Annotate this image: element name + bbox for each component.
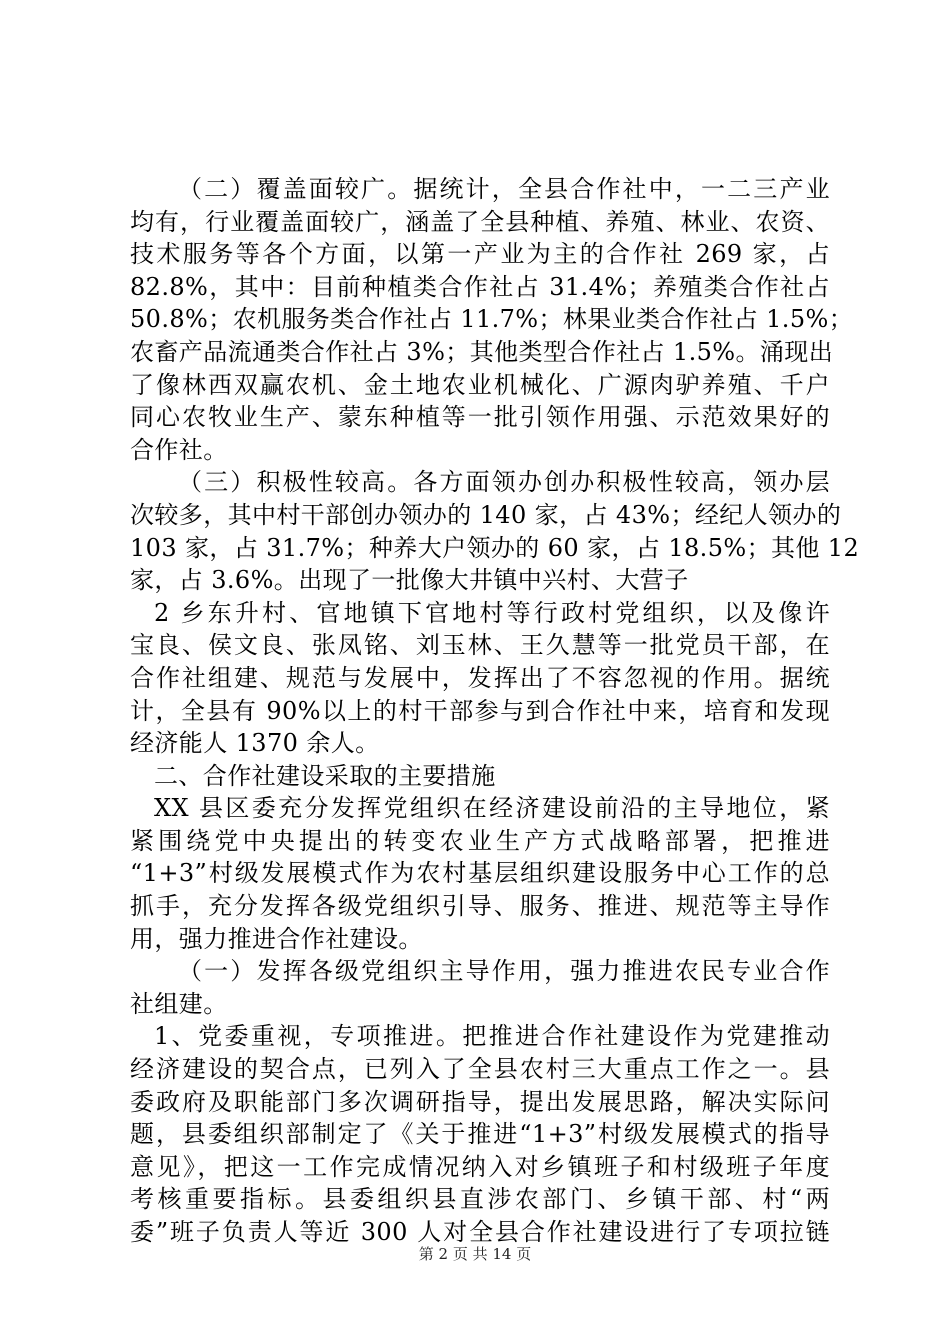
text-line: 考核重要指标。县委组织县直涉农部门、乡镇干部、村“两 — [130, 1185, 830, 1214]
text-line: （一）发挥各级党组织主导作用，强力推进农民专业合作 — [178, 957, 830, 986]
text-line: 意见》，把这一工作完成情况纳入对乡镇班子和村级班子年度 — [130, 1152, 830, 1181]
text-line: 经济能人 1370 余人。 — [130, 729, 380, 758]
text-line: 委”班子负责人等近 300 人对全县合作社建设进行了专项拉链 — [130, 1218, 830, 1246]
text-line: XX 县区委充分发挥党组织在经济建设前沿的主导地位，紧 — [154, 794, 830, 823]
text-line: 紧围绕党中央提出的转变农业生产方式战略部署，把推进 — [130, 826, 830, 855]
text-line: 合作社。 — [130, 435, 228, 464]
text-line: 社组建。 — [130, 989, 228, 1018]
text-line: 技术服务等各个方面，以第一产业为主的合作社 269 家，占 — [130, 240, 830, 269]
page-footer: 第 2 页 共 14 页 — [418, 1245, 532, 1263]
text-line: 2 乡东升村、官地镇下官地村等行政村党组织，以及像许 — [154, 598, 830, 627]
text-line: “1+3”村级发展模式作为农村基层组织建设服务中心工作的总 — [130, 859, 830, 888]
text-line: 经济建设的契合点，已列入了全县农村三大重点工作之一。县 — [130, 1055, 830, 1084]
text-line: 103 家，占 31.7%；种养大户领办的 60 家，占 18.5%；其他 12 — [130, 533, 860, 562]
text-line: 同心农牧业生产、蒙东种植等一批引领作用强、示范效果好的 — [130, 403, 830, 432]
text-line: （三）积极性较高。各方面领办创办积极性较高，领办层 — [178, 468, 830, 497]
text-line: 计，全县有 90%以上的村干部参与到合作社中来，培育和发现 — [130, 696, 830, 725]
text-line: （二）覆盖面较广。据统计，全县合作社中，一二三产业 — [178, 175, 830, 203]
text-line: 家，占 3.6%。出现了一批像大井镇中兴村、大营子 — [130, 566, 689, 595]
text-line: 宝良、侯文良、张凤铭、刘玉林、王久慧等一批党员干部，在 — [130, 631, 830, 660]
text-line: 次较多，其中村干部创办领办的 140 家，占 43%；经纪人领办的 — [130, 500, 842, 529]
text-line: 题，县委组织部制定了《关于推进“1+3”村级发展模式的指导 — [130, 1120, 830, 1149]
text-line: 50.8%；农机服务类合作社占 11.7%；林果业类合作社占 1.5%； — [130, 305, 854, 334]
text-line: 均有，行业覆盖面较广，涵盖了全县种植、养殖、林业、农资、 — [130, 207, 830, 236]
text-line: 合作社组建、规范与发展中，发挥出了不容忽视的作用。据统 — [130, 663, 830, 692]
text-line: 委政府及职能部门多次调研指导，提出发展思路，解决实际问 — [130, 1087, 830, 1116]
text-line: 农畜产品流通类合作社占 3%；其他类型合作社占 1.5%。涌现出 — [130, 337, 834, 366]
text-line: 二、合作社建设采取的主要措施 — [154, 761, 496, 790]
body-text — [130, 173, 860, 1249]
text-line: 用，强力推进合作社建设。 — [130, 924, 423, 953]
text-line: 82.8%，其中：目前种植类合作社占 31.4%；养殖类合作社占 — [130, 272, 830, 301]
text-line: 抓手，充分发挥各级党组织引导、服务、推进、规范等主导作 — [130, 892, 830, 921]
text-line: 了像林西双赢农机、金土地农业机械化、广源肉驴养殖、千户 — [130, 370, 830, 399]
text-line: 1、党委重视，专项推进。把推进合作社建设作为党建推动 — [154, 1022, 830, 1051]
